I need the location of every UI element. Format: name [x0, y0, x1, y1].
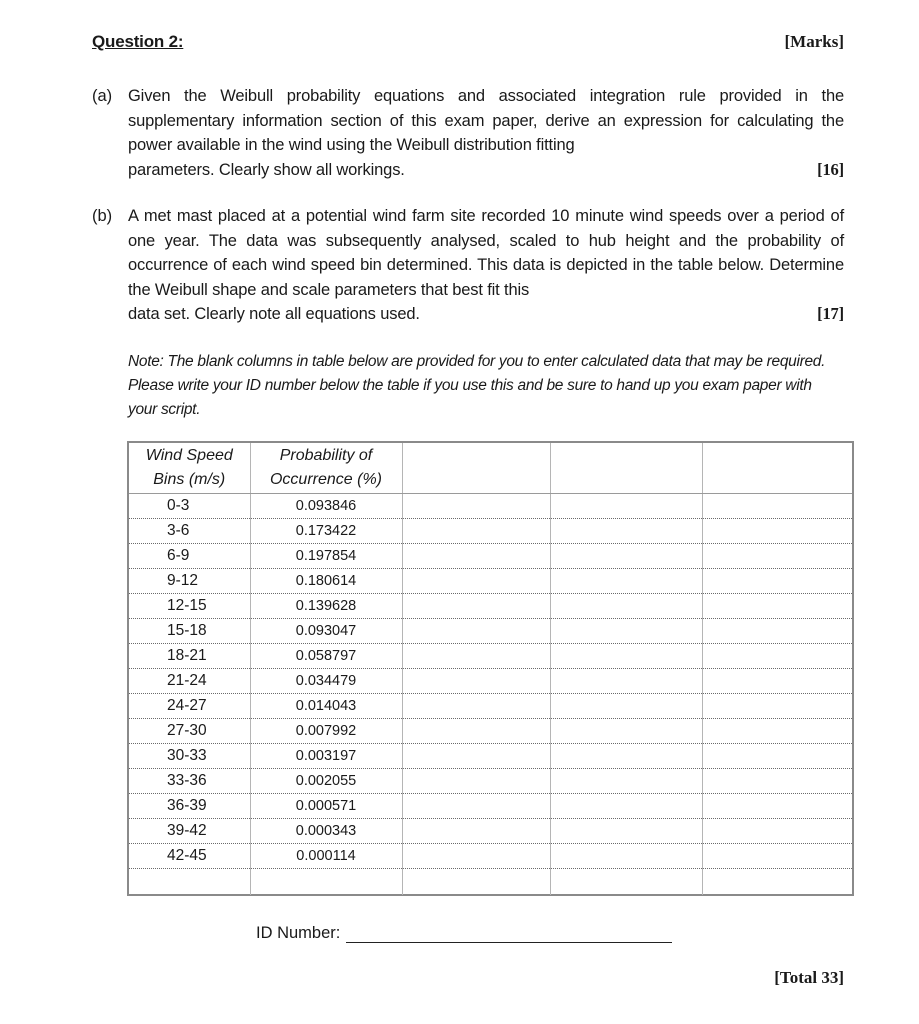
- cell-wind-speed-bin: 15-18: [129, 619, 250, 644]
- cell-blank-entry[interactable]: [402, 669, 550, 694]
- cell-wind-speed-bin: 12-15: [129, 594, 250, 619]
- part-b-text: [128, 204, 844, 327]
- cell-wind-speed-bin: 18-21: [129, 644, 250, 669]
- part-b-label: (b): [92, 207, 113, 225]
- table-row: [129, 769, 852, 794]
- cell-wind-speed-bin: 21-24: [129, 669, 250, 694]
- cell-blank-entry[interactable]: [402, 544, 550, 569]
- cell-wind-speed-bin: 36-39: [129, 794, 250, 819]
- cell-blank-entry[interactable]: [402, 519, 550, 544]
- table-row: [129, 544, 852, 569]
- cell-wind-speed-bin: 0-3: [129, 494, 250, 519]
- table-row: [129, 594, 852, 619]
- header-line: Probability of: [279, 447, 373, 464]
- cell-blank-entry[interactable]: [402, 569, 550, 594]
- cell-blank-entry[interactable]: [402, 594, 550, 619]
- cell-blank-entry[interactable]: [550, 544, 702, 569]
- cell-probability: 0.093047: [250, 619, 402, 644]
- cell-blank-entry[interactable]: [702, 744, 852, 769]
- cell-blank-entry[interactable]: [402, 644, 550, 669]
- cell-blank-entry[interactable]: [702, 694, 852, 719]
- wind-data-table: [127, 441, 854, 896]
- table-row: [129, 519, 852, 544]
- cell-blank-entry[interactable]: [550, 744, 702, 769]
- cell-blank-entry[interactable]: [702, 619, 852, 644]
- header-blank-1: [402, 443, 550, 494]
- cell-wind-speed-bin: 9-12: [129, 569, 250, 594]
- cell-wind-speed-bin: 42-45: [129, 844, 250, 869]
- cell-blank-entry[interactable]: [550, 819, 702, 844]
- cell-wind-speed-bin: 24-27: [129, 694, 250, 719]
- cell-blank-entry[interactable]: [402, 719, 550, 744]
- cell-blank-entry[interactable]: [402, 694, 550, 719]
- table-row: [129, 644, 852, 669]
- cell-wind-speed-bin: 30-33: [129, 744, 250, 769]
- question-title: Question 2:: [92, 32, 184, 51]
- cell-blank-entry[interactable]: [702, 844, 852, 869]
- part-b-body: A met mast placed at a potential wind farm site recorded 10 minute wind speeds over a period of one year. The data was subsequently analysed, scaled to hub height and the probability of occurrence of each wind speed bin determined. This data is depicted in the table below. Determine the Weibull shape and scale parameters that best fit this: [128, 207, 844, 299]
- header-blank-3: [702, 443, 852, 494]
- cell-blank-entry[interactable]: [550, 794, 702, 819]
- table-row: [129, 694, 852, 719]
- cell-probability: 0.000343: [250, 819, 402, 844]
- part-b: [92, 204, 844, 327]
- cell-blank-entry[interactable]: [550, 519, 702, 544]
- header-line: Occurrence (%): [269, 471, 383, 488]
- table-row: [129, 844, 852, 869]
- cell-blank-entry[interactable]: [550, 494, 702, 519]
- cell-wind-speed-bin: 6-9: [129, 544, 250, 569]
- header-blank-2: [550, 443, 702, 494]
- cell-blank-entry[interactable]: [550, 644, 702, 669]
- cell-wind-speed-bin: 33-36: [129, 769, 250, 794]
- cell-blank-entry[interactable]: [702, 669, 852, 694]
- table-row: [129, 619, 852, 644]
- table-row: [129, 794, 852, 819]
- cell-blank-entry[interactable]: [702, 494, 852, 519]
- table-row-blank: [129, 869, 852, 896]
- cell-blank-entry[interactable]: [402, 819, 550, 844]
- cell-probability: 0.180614: [250, 569, 402, 594]
- cell-probability: 0.000571: [250, 794, 402, 819]
- cell-blank-entry[interactable]: [702, 544, 852, 569]
- cell-probability: 0.139628: [250, 594, 402, 619]
- cell-probability: 0.000114: [250, 844, 402, 869]
- cell-probability: 0.003197: [250, 744, 402, 769]
- cell-probability: 0.034479: [250, 669, 402, 694]
- cell-blank-entry[interactable]: [402, 769, 550, 794]
- table-body: [129, 494, 852, 896]
- table-row: [129, 669, 852, 694]
- cell-blank-entry[interactable]: [402, 844, 550, 869]
- cell-probability: 0.197854: [250, 544, 402, 569]
- cell-blank-entry[interactable]: [702, 819, 852, 844]
- header-line: Bins (m/s): [153, 471, 226, 488]
- cell-blank-entry[interactable]: [550, 869, 702, 896]
- cell-wind-speed-bin: 27-30: [129, 719, 250, 744]
- cell-blank-entry[interactable]: [550, 569, 702, 594]
- cell-blank-entry[interactable]: [550, 669, 702, 694]
- part-b-last-line: data set. Clearly note all equations used.: [128, 305, 420, 323]
- cell-probability: 0.058797: [250, 644, 402, 669]
- marks-header: [Marks]: [784, 32, 844, 51]
- cell-probability: 0.173422: [250, 519, 402, 544]
- note-text: Note: The blank columns in table below are provided for you to enter calculated data that may be required. Please write your ID number below the table if you use this and be sure to hand up you exam paper with your script.: [128, 353, 826, 418]
- part-a: [92, 84, 844, 182]
- cell-blank-entry[interactable]: [702, 869, 852, 896]
- cell-probability: 0.093846: [250, 494, 402, 519]
- cell-wind-speed-bin: 3-6: [129, 519, 250, 544]
- cell-blank-entry[interactable]: [702, 644, 852, 669]
- cell-blank-entry[interactable]: [402, 494, 550, 519]
- cell-blank-entry[interactable]: [702, 719, 852, 744]
- table-row: [129, 494, 852, 519]
- table-row: [129, 569, 852, 594]
- table-row: [129, 819, 852, 844]
- id-number-line: [256, 924, 672, 943]
- header-line: Wind Speed: [145, 447, 233, 464]
- part-a-label: (a): [92, 87, 113, 105]
- part-a-last-line: parameters. Clearly show all workings.: [128, 160, 405, 179]
- cell-blank-entry[interactable]: [702, 519, 852, 544]
- cell-blank-entry[interactable]: [702, 794, 852, 819]
- cell-probability: 0.014043: [250, 694, 402, 719]
- cell-blank-entry[interactable]: [550, 719, 702, 744]
- cell-blank-entry[interactable]: [550, 619, 702, 644]
- part-a-marks: [16]: [817, 159, 844, 179]
- cell-blank-entry[interactable]: [402, 869, 550, 896]
- cell-blank-entry[interactable]: [402, 794, 550, 819]
- header-probability: [250, 443, 402, 494]
- cell-blank-entry[interactable]: [550, 844, 702, 869]
- table-row: [129, 719, 852, 744]
- part-b-marks: [17]: [817, 304, 844, 323]
- cell-blank-entry[interactable]: [550, 694, 702, 719]
- total-marks: [Total 33]: [774, 968, 844, 987]
- cell-blank-entry[interactable]: [702, 769, 852, 794]
- cell-blank-entry[interactable]: [402, 619, 550, 644]
- cell-blank-entry[interactable]: [402, 744, 550, 769]
- cell-blank-entry[interactable]: [702, 569, 852, 594]
- id-number-label: ID Number:: [256, 924, 341, 942]
- header-wind-speed-bins: [129, 443, 250, 494]
- cell-blank-entry[interactable]: [550, 769, 702, 794]
- id-number-field[interactable]: [346, 924, 672, 943]
- cell-blank-entry[interactable]: [129, 869, 250, 896]
- cell-blank-entry[interactable]: [550, 594, 702, 619]
- part-a-text: [128, 84, 844, 182]
- cell-probability: 0.002055: [250, 769, 402, 794]
- cell-blank-entry[interactable]: [250, 869, 402, 896]
- table-header-row: [129, 443, 852, 494]
- cell-blank-entry[interactable]: [702, 594, 852, 619]
- table-row: [129, 744, 852, 769]
- part-a-body: Given the Weibull probability equations and associated integration rule provided in the supplementary information section of this exam paper, derive an expression for calculating the power available in the wind using the Weibull distribution fitting: [128, 87, 844, 154]
- cell-probability: 0.007992: [250, 719, 402, 744]
- cell-wind-speed-bin: 39-42: [129, 819, 250, 844]
